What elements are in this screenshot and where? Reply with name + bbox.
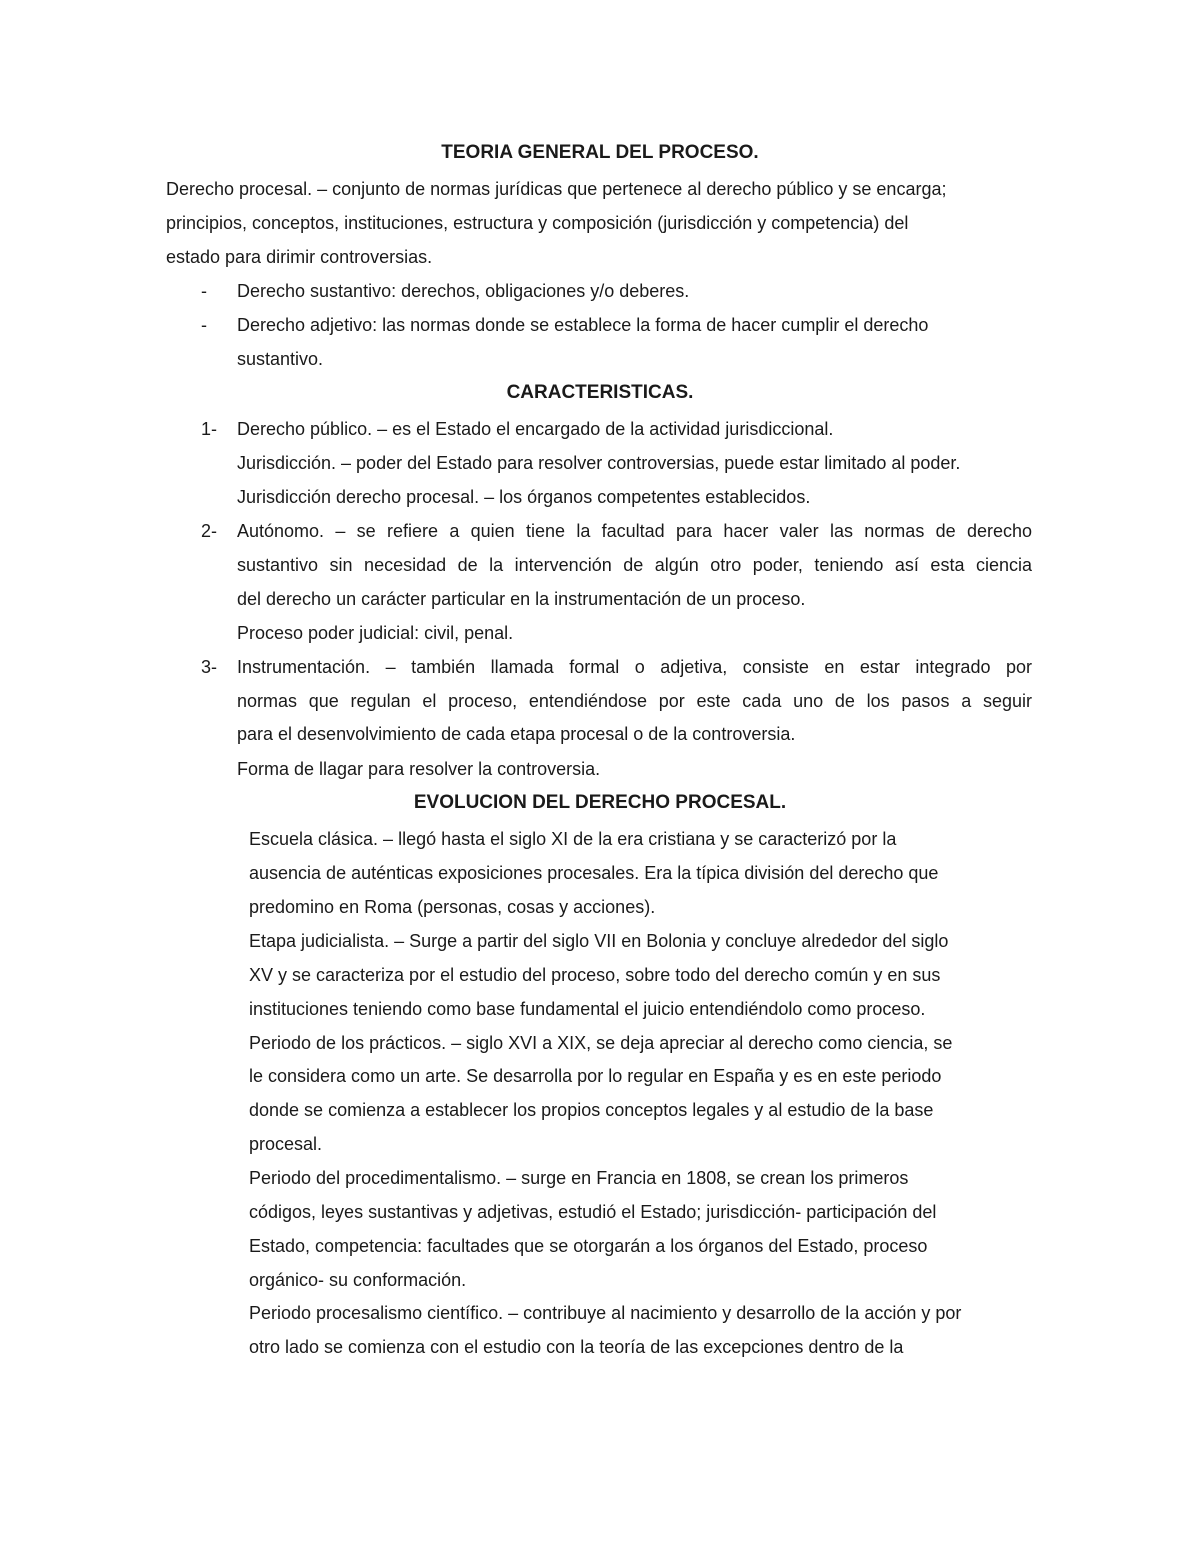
section-heading-characteristics: CARACTERISTICAS. — [506, 382, 694, 403]
evolution-line: Estado, competencia: facultades que se otorgarán a los órganos del Estado, proceso — [249, 1236, 928, 1256]
bullet-item: Derecho sustantivo: derechos, obligaciones y/o deberes. — [237, 281, 690, 301]
intro-line: estado para dirimir controversias. — [166, 247, 433, 267]
characteristics-line: Jurisdicción derecho procesal. – los órganos competentes establecidos. — [237, 487, 811, 507]
characteristics-line: Derecho público. – es el Estado el encargado de la actividad jurisdiccional. — [237, 419, 834, 439]
characteristics-line: Jurisdicción. – poder del Estado para resolver controversias, puede estar limitado al poder. — [237, 453, 961, 473]
characteristics-line: sustantivo sin necesidad de la intervención de algún otro poder, teniendo así esta ciencia — [237, 555, 1032, 575]
evolution-line: códigos, leyes sustantivas y adjetivas, estudió el Estado; jurisdicción- participación del — [249, 1202, 937, 1222]
evolution-line: XV y se caracteriza por el estudio del proceso, sobre todo del derecho común y en sus — [249, 965, 941, 985]
evolution-line: Escuela clásica. – llegó hasta el siglo XI de la era cristiana y se caracterizó por la — [249, 829, 897, 849]
bullet-dash: - — [201, 281, 207, 301]
evolution-line: orgánico- su conformación. — [249, 1270, 467, 1290]
characteristics-line: para el desenvolvimiento de cada etapa procesal o de la controversia. — [237, 724, 796, 744]
numbered-marker: 2- — [201, 521, 218, 541]
section-heading-evolution: EVOLUCION DEL DERECHO PROCESAL. — [413, 792, 787, 813]
page-title: TEORIA GENERAL DEL PROCESO. — [441, 142, 759, 163]
evolution-line: Periodo del procedimentalismo. – surge en Francia en 1808, se crean los primeros — [249, 1168, 909, 1188]
evolution-line: instituciones teniendo como base fundamental el juicio entendiéndolo como proceso. — [249, 999, 926, 1019]
evolution-line: otro lado se comienza con el estudio con la teoría de las excepciones dentro de la — [249, 1337, 904, 1357]
numbered-marker: 3- — [201, 657, 218, 677]
characteristics-line: Autónomo. – se refiere a quien tiene la facultad para hacer valer las normas de derecho — [237, 521, 1032, 541]
characteristics-line: normas que regulan el proceso, entendiéndose por este cada uno de los pasos a seguir — [237, 691, 1032, 711]
intro-line: principios, conceptos, instituciones, estructura y composición (jurisdicción y competencia) del — [166, 213, 909, 233]
evolution-line: procesal. — [249, 1134, 323, 1154]
evolution-line: donde se comienza a establecer los propios conceptos legales y al estudio de la base — [249, 1100, 934, 1120]
bullet-item: Derecho adjetivo: las normas donde se establece la forma de hacer cumplir el derecho — [237, 315, 929, 335]
characteristics-line: del derecho un carácter particular en la instrumentación de un proceso. — [237, 589, 806, 609]
evolution-line: Etapa judicialista. – Surge a partir del siglo VII en Bolonia y concluye alrededor del siglo — [249, 931, 949, 951]
evolution-line: Periodo de los prácticos. – siglo XVI a XIX, se deja apreciar al derecho como ciencia, se — [249, 1033, 953, 1053]
evolution-line: ausencia de auténticas exposiciones procesales. Era la típica división del derecho que — [249, 863, 939, 883]
characteristics-line: Instrumentación. – también llamada formal o adjetiva, consiste en estar integrado por — [237, 657, 1032, 677]
bullet-dash: - — [201, 315, 207, 335]
evolution-line: Periodo procesalismo científico. – contribuye al nacimiento y desarrollo de la acción y por — [249, 1303, 962, 1323]
characteristics-line: Proceso poder judicial: civil, penal. — [237, 623, 514, 643]
numbered-marker: 1- — [201, 419, 218, 439]
characteristics-line: Forma de llagar para resolver la controversia. — [237, 759, 601, 779]
intro-line: Derecho procesal. – conjunto de normas jurídicas que pertenece al derecho público y se encarga; — [166, 179, 947, 199]
bullet-item-continuation: sustantivo. — [237, 349, 324, 369]
evolution-line: predomino en Roma (personas, cosas y acciones). — [249, 897, 656, 917]
evolution-line: le considera como un arte. Se desarrolla por lo regular en España y es en este periodo — [249, 1066, 942, 1086]
